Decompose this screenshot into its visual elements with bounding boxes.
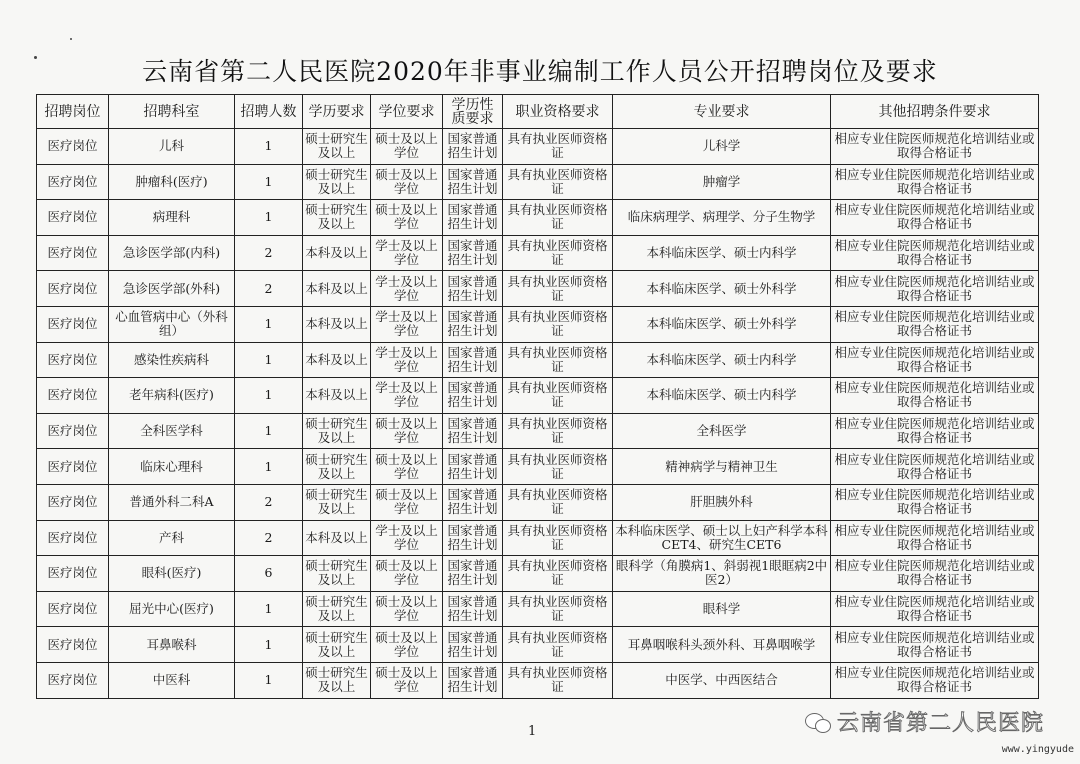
count-cell: 1 bbox=[235, 662, 303, 698]
wechat-icon bbox=[805, 711, 831, 733]
post-cell: 医疗岗位 bbox=[37, 306, 109, 342]
count-cell: 2 bbox=[235, 235, 303, 271]
table-body bbox=[37, 129, 1039, 699]
major-cell: 耳鼻咽喉科头颈外科、耳鼻咽喉学 bbox=[613, 627, 831, 663]
other-requirements-cell: 相应专业住院医师规范化培训结业或取得合格证书 bbox=[831, 129, 1039, 165]
education-cell: 本科及以上 bbox=[303, 306, 371, 342]
education-cell: 本科及以上 bbox=[303, 342, 371, 378]
count-cell: 6 bbox=[235, 556, 303, 592]
degree-cell: 学士及以上学位 bbox=[371, 306, 443, 342]
nature-cell: 国家普通招生计划 bbox=[443, 520, 503, 556]
education-cell: 硕士研究生及以上 bbox=[303, 449, 371, 485]
nature-cell: 国家普通招生计划 bbox=[443, 306, 503, 342]
department-cell: 耳鼻喉科 bbox=[109, 627, 235, 663]
degree-cell: 学士及以上学位 bbox=[371, 271, 443, 307]
column-header: 学历性质要求 bbox=[443, 95, 503, 129]
table-row bbox=[37, 556, 1039, 592]
department-cell: 普通外科二科A bbox=[109, 484, 235, 520]
other-requirements-cell: 相应专业住院医师规范化培训结业或取得合格证书 bbox=[831, 378, 1039, 414]
page-number: 1 bbox=[528, 724, 537, 739]
certificate-cell: 具有执业医师资格证 bbox=[503, 662, 613, 698]
nature-cell: 国家普通招生计划 bbox=[443, 662, 503, 698]
degree-cell: 硕士及以上学位 bbox=[371, 449, 443, 485]
document-title: 云南省第二人民医院2020年非事业编制工作人员公开招聘岗位及要求 bbox=[142, 57, 938, 86]
other-requirements-cell: 相应专业住院医师规范化培训结业或取得合格证书 bbox=[831, 662, 1039, 698]
department-cell: 中医科 bbox=[109, 662, 235, 698]
other-requirements-cell: 相应专业住院医师规范化培训结业或取得合格证书 bbox=[831, 520, 1039, 556]
table-row bbox=[37, 306, 1039, 342]
column-header: 招聘人数 bbox=[235, 95, 303, 129]
department-cell: 急诊医学部(外科) bbox=[109, 271, 235, 307]
other-requirements-cell: 相应专业住院医师规范化培训结业或取得合格证书 bbox=[831, 164, 1039, 200]
count-cell: 2 bbox=[235, 520, 303, 556]
certificate-cell: 具有执业医师资格证 bbox=[503, 129, 613, 165]
table-header bbox=[37, 95, 1039, 129]
count-cell: 2 bbox=[235, 271, 303, 307]
certificate-cell: 具有执业医师资格证 bbox=[503, 235, 613, 271]
other-requirements-cell: 相应专业住院医师规范化培训结业或取得合格证书 bbox=[831, 413, 1039, 449]
degree-cell: 硕士及以上学位 bbox=[371, 164, 443, 200]
degree-cell: 学士及以上学位 bbox=[371, 378, 443, 414]
column-header: 其他招聘条件要求 bbox=[831, 95, 1039, 129]
degree-cell: 硕士及以上学位 bbox=[371, 413, 443, 449]
major-cell: 本科临床医学、硕士内科学 bbox=[613, 342, 831, 378]
other-requirements-cell: 相应专业住院医师规范化培训结业或取得合格证书 bbox=[831, 449, 1039, 485]
table-row bbox=[37, 662, 1039, 698]
table-row bbox=[37, 129, 1039, 165]
nature-cell: 国家普通招生计划 bbox=[443, 129, 503, 165]
count-cell: 1 bbox=[235, 129, 303, 165]
table-row bbox=[37, 413, 1039, 449]
table-row bbox=[37, 235, 1039, 271]
nature-cell: 国家普通招生计划 bbox=[443, 164, 503, 200]
education-cell: 硕士研究生及以上 bbox=[303, 413, 371, 449]
certificate-cell: 具有执业医师资格证 bbox=[503, 449, 613, 485]
header-row bbox=[37, 95, 1039, 129]
count-cell: 2 bbox=[235, 484, 303, 520]
department-cell: 儿科 bbox=[109, 129, 235, 165]
scan-speck bbox=[70, 38, 72, 40]
column-header: 招聘科室 bbox=[109, 95, 235, 129]
nature-cell: 国家普通招生计划 bbox=[443, 556, 503, 592]
certificate-cell: 具有执业医师资格证 bbox=[503, 627, 613, 663]
major-cell: 本科临床医学、硕士内科学 bbox=[613, 378, 831, 414]
nature-cell: 国家普通招生计划 bbox=[443, 342, 503, 378]
degree-cell: 硕士及以上学位 bbox=[371, 662, 443, 698]
department-cell: 急诊医学部(内科) bbox=[109, 235, 235, 271]
column-header: 学历要求 bbox=[303, 95, 371, 129]
table-row bbox=[37, 342, 1039, 378]
certificate-cell: 具有执业医师资格证 bbox=[503, 164, 613, 200]
certificate-cell: 具有执业医师资格证 bbox=[503, 591, 613, 627]
major-cell: 本科临床医学、硕士内科学 bbox=[613, 235, 831, 271]
major-cell: 眼科学 bbox=[613, 591, 831, 627]
other-requirements-cell: 相应专业住院医师规范化培训结业或取得合格证书 bbox=[831, 556, 1039, 592]
degree-cell: 硕士及以上学位 bbox=[371, 556, 443, 592]
post-cell: 医疗岗位 bbox=[37, 627, 109, 663]
department-cell: 老年病科(医疗) bbox=[109, 378, 235, 414]
table-row bbox=[37, 378, 1039, 414]
count-cell: 1 bbox=[235, 591, 303, 627]
education-cell: 硕士研究生及以上 bbox=[303, 627, 371, 663]
certificate-cell: 具有执业医师资格证 bbox=[503, 484, 613, 520]
post-cell: 医疗岗位 bbox=[37, 662, 109, 698]
nature-cell: 国家普通招生计划 bbox=[443, 271, 503, 307]
post-cell: 医疗岗位 bbox=[37, 449, 109, 485]
column-header: 专业要求 bbox=[613, 95, 831, 129]
degree-cell: 硕士及以上学位 bbox=[371, 591, 443, 627]
site-watermark: www.yingyude bbox=[1001, 744, 1074, 755]
other-requirements-cell: 相应专业住院医师规范化培训结业或取得合格证书 bbox=[831, 306, 1039, 342]
post-cell: 医疗岗位 bbox=[37, 520, 109, 556]
post-cell: 医疗岗位 bbox=[37, 378, 109, 414]
certificate-cell: 具有执业医师资格证 bbox=[503, 342, 613, 378]
education-cell: 硕士研究生及以上 bbox=[303, 484, 371, 520]
education-cell: 本科及以上 bbox=[303, 235, 371, 271]
count-cell: 1 bbox=[235, 306, 303, 342]
post-cell: 医疗岗位 bbox=[37, 342, 109, 378]
department-cell: 病理科 bbox=[109, 200, 235, 236]
watermark-text: 云南省第二人民医院 bbox=[836, 711, 1044, 736]
major-cell: 全科医学 bbox=[613, 413, 831, 449]
column-header: 学位要求 bbox=[371, 95, 443, 129]
certificate-cell: 具有执业医师资格证 bbox=[503, 520, 613, 556]
post-cell: 医疗岗位 bbox=[37, 556, 109, 592]
count-cell: 1 bbox=[235, 164, 303, 200]
degree-cell: 硕士及以上学位 bbox=[371, 484, 443, 520]
post-cell: 医疗岗位 bbox=[37, 200, 109, 236]
department-cell: 感染性疾病科 bbox=[109, 342, 235, 378]
table-row bbox=[37, 200, 1039, 236]
education-cell: 硕士研究生及以上 bbox=[303, 662, 371, 698]
education-cell: 本科及以上 bbox=[303, 520, 371, 556]
table-row bbox=[37, 520, 1039, 556]
other-requirements-cell: 相应专业住院医师规范化培训结业或取得合格证书 bbox=[831, 591, 1039, 627]
table-row bbox=[37, 271, 1039, 307]
degree-cell: 学士及以上学位 bbox=[371, 235, 443, 271]
other-requirements-cell: 相应专业住院医师规范化培训结业或取得合格证书 bbox=[831, 484, 1039, 520]
count-cell: 1 bbox=[235, 627, 303, 663]
table-row bbox=[37, 164, 1039, 200]
column-header: 招聘岗位 bbox=[37, 95, 109, 129]
nature-cell: 国家普通招生计划 bbox=[443, 200, 503, 236]
post-cell: 医疗岗位 bbox=[37, 484, 109, 520]
post-cell: 医疗岗位 bbox=[37, 413, 109, 449]
certificate-cell: 具有执业医师资格证 bbox=[503, 306, 613, 342]
post-cell: 医疗岗位 bbox=[37, 164, 109, 200]
degree-cell: 学士及以上学位 bbox=[371, 520, 443, 556]
major-cell: 临床病理学、病理学、分子生物学 bbox=[613, 200, 831, 236]
nature-cell: 国家普通招生计划 bbox=[443, 591, 503, 627]
count-cell: 1 bbox=[235, 342, 303, 378]
post-cell: 医疗岗位 bbox=[37, 235, 109, 271]
major-cell: 肝胆胰外科 bbox=[613, 484, 831, 520]
education-cell: 硕士研究生及以上 bbox=[303, 164, 371, 200]
certificate-cell: 具有执业医师资格证 bbox=[503, 271, 613, 307]
degree-cell: 学士及以上学位 bbox=[371, 342, 443, 378]
department-cell: 产科 bbox=[109, 520, 235, 556]
nature-cell: 国家普通招生计划 bbox=[443, 413, 503, 449]
major-cell: 中医学、中西医结合 bbox=[613, 662, 831, 698]
column-header: 职业资格要求 bbox=[503, 95, 613, 129]
count-cell: 1 bbox=[235, 449, 303, 485]
other-requirements-cell: 相应专业住院医师规范化培训结业或取得合格证书 bbox=[831, 235, 1039, 271]
table-row bbox=[37, 591, 1039, 627]
table-row bbox=[37, 627, 1039, 663]
certificate-cell: 具有执业医师资格证 bbox=[503, 378, 613, 414]
major-cell: 本科临床医学、硕士以上妇产科学本科CET4、研究生CET6 bbox=[613, 520, 831, 556]
count-cell: 1 bbox=[235, 378, 303, 414]
major-cell: 眼科学（角膜病1、斜弱视1眼眶病2中医2） bbox=[613, 556, 831, 592]
degree-cell: 硕士及以上学位 bbox=[371, 129, 443, 165]
education-cell: 硕士研究生及以上 bbox=[303, 556, 371, 592]
department-cell: 屈光中心(医疗) bbox=[109, 591, 235, 627]
nature-cell: 国家普通招生计划 bbox=[443, 449, 503, 485]
other-requirements-cell: 相应专业住院医师规范化培训结业或取得合格证书 bbox=[831, 342, 1039, 378]
department-cell: 临床心理科 bbox=[109, 449, 235, 485]
certificate-cell: 具有执业医师资格证 bbox=[503, 413, 613, 449]
certificate-cell: 具有执业医师资格证 bbox=[503, 200, 613, 236]
post-cell: 医疗岗位 bbox=[37, 129, 109, 165]
table-row bbox=[37, 449, 1039, 485]
major-cell: 本科临床医学、硕士外科学 bbox=[613, 271, 831, 307]
other-requirements-cell: 相应专业住院医师规范化培训结业或取得合格证书 bbox=[831, 627, 1039, 663]
count-cell: 1 bbox=[235, 413, 303, 449]
certificate-cell: 具有执业医师资格证 bbox=[503, 556, 613, 592]
education-cell: 本科及以上 bbox=[303, 271, 371, 307]
major-cell: 精神病学与精神卫生 bbox=[613, 449, 831, 485]
wechat-watermark bbox=[805, 706, 1044, 737]
department-cell: 眼科(医疗) bbox=[109, 556, 235, 592]
education-cell: 本科及以上 bbox=[303, 378, 371, 414]
education-cell: 硕士研究生及以上 bbox=[303, 200, 371, 236]
nature-cell: 国家普通招生计划 bbox=[443, 378, 503, 414]
degree-cell: 硕士及以上学位 bbox=[371, 627, 443, 663]
department-cell: 全科医学科 bbox=[109, 413, 235, 449]
education-cell: 硕士研究生及以上 bbox=[303, 591, 371, 627]
major-cell: 肿瘤学 bbox=[613, 164, 831, 200]
other-requirements-cell: 相应专业住院医师规范化培训结业或取得合格证书 bbox=[831, 271, 1039, 307]
nature-cell: 国家普通招生计划 bbox=[443, 627, 503, 663]
education-cell: 硕士研究生及以上 bbox=[303, 129, 371, 165]
major-cell: 儿科学 bbox=[613, 129, 831, 165]
table-row bbox=[37, 484, 1039, 520]
degree-cell: 硕士及以上学位 bbox=[371, 200, 443, 236]
nature-cell: 国家普通招生计划 bbox=[443, 484, 503, 520]
post-cell: 医疗岗位 bbox=[37, 271, 109, 307]
nature-cell: 国家普通招生计划 bbox=[443, 235, 503, 271]
post-cell: 医疗岗位 bbox=[37, 591, 109, 627]
department-cell: 心血管病中心（外科组） bbox=[109, 306, 235, 342]
recruitment-table bbox=[36, 94, 1039, 699]
count-cell: 1 bbox=[235, 200, 303, 236]
department-cell: 肿瘤科(医疗) bbox=[109, 164, 235, 200]
other-requirements-cell: 相应专业住院医师规范化培训结业或取得合格证书 bbox=[831, 200, 1039, 236]
major-cell: 本科临床医学、硕士外科学 bbox=[613, 306, 831, 342]
